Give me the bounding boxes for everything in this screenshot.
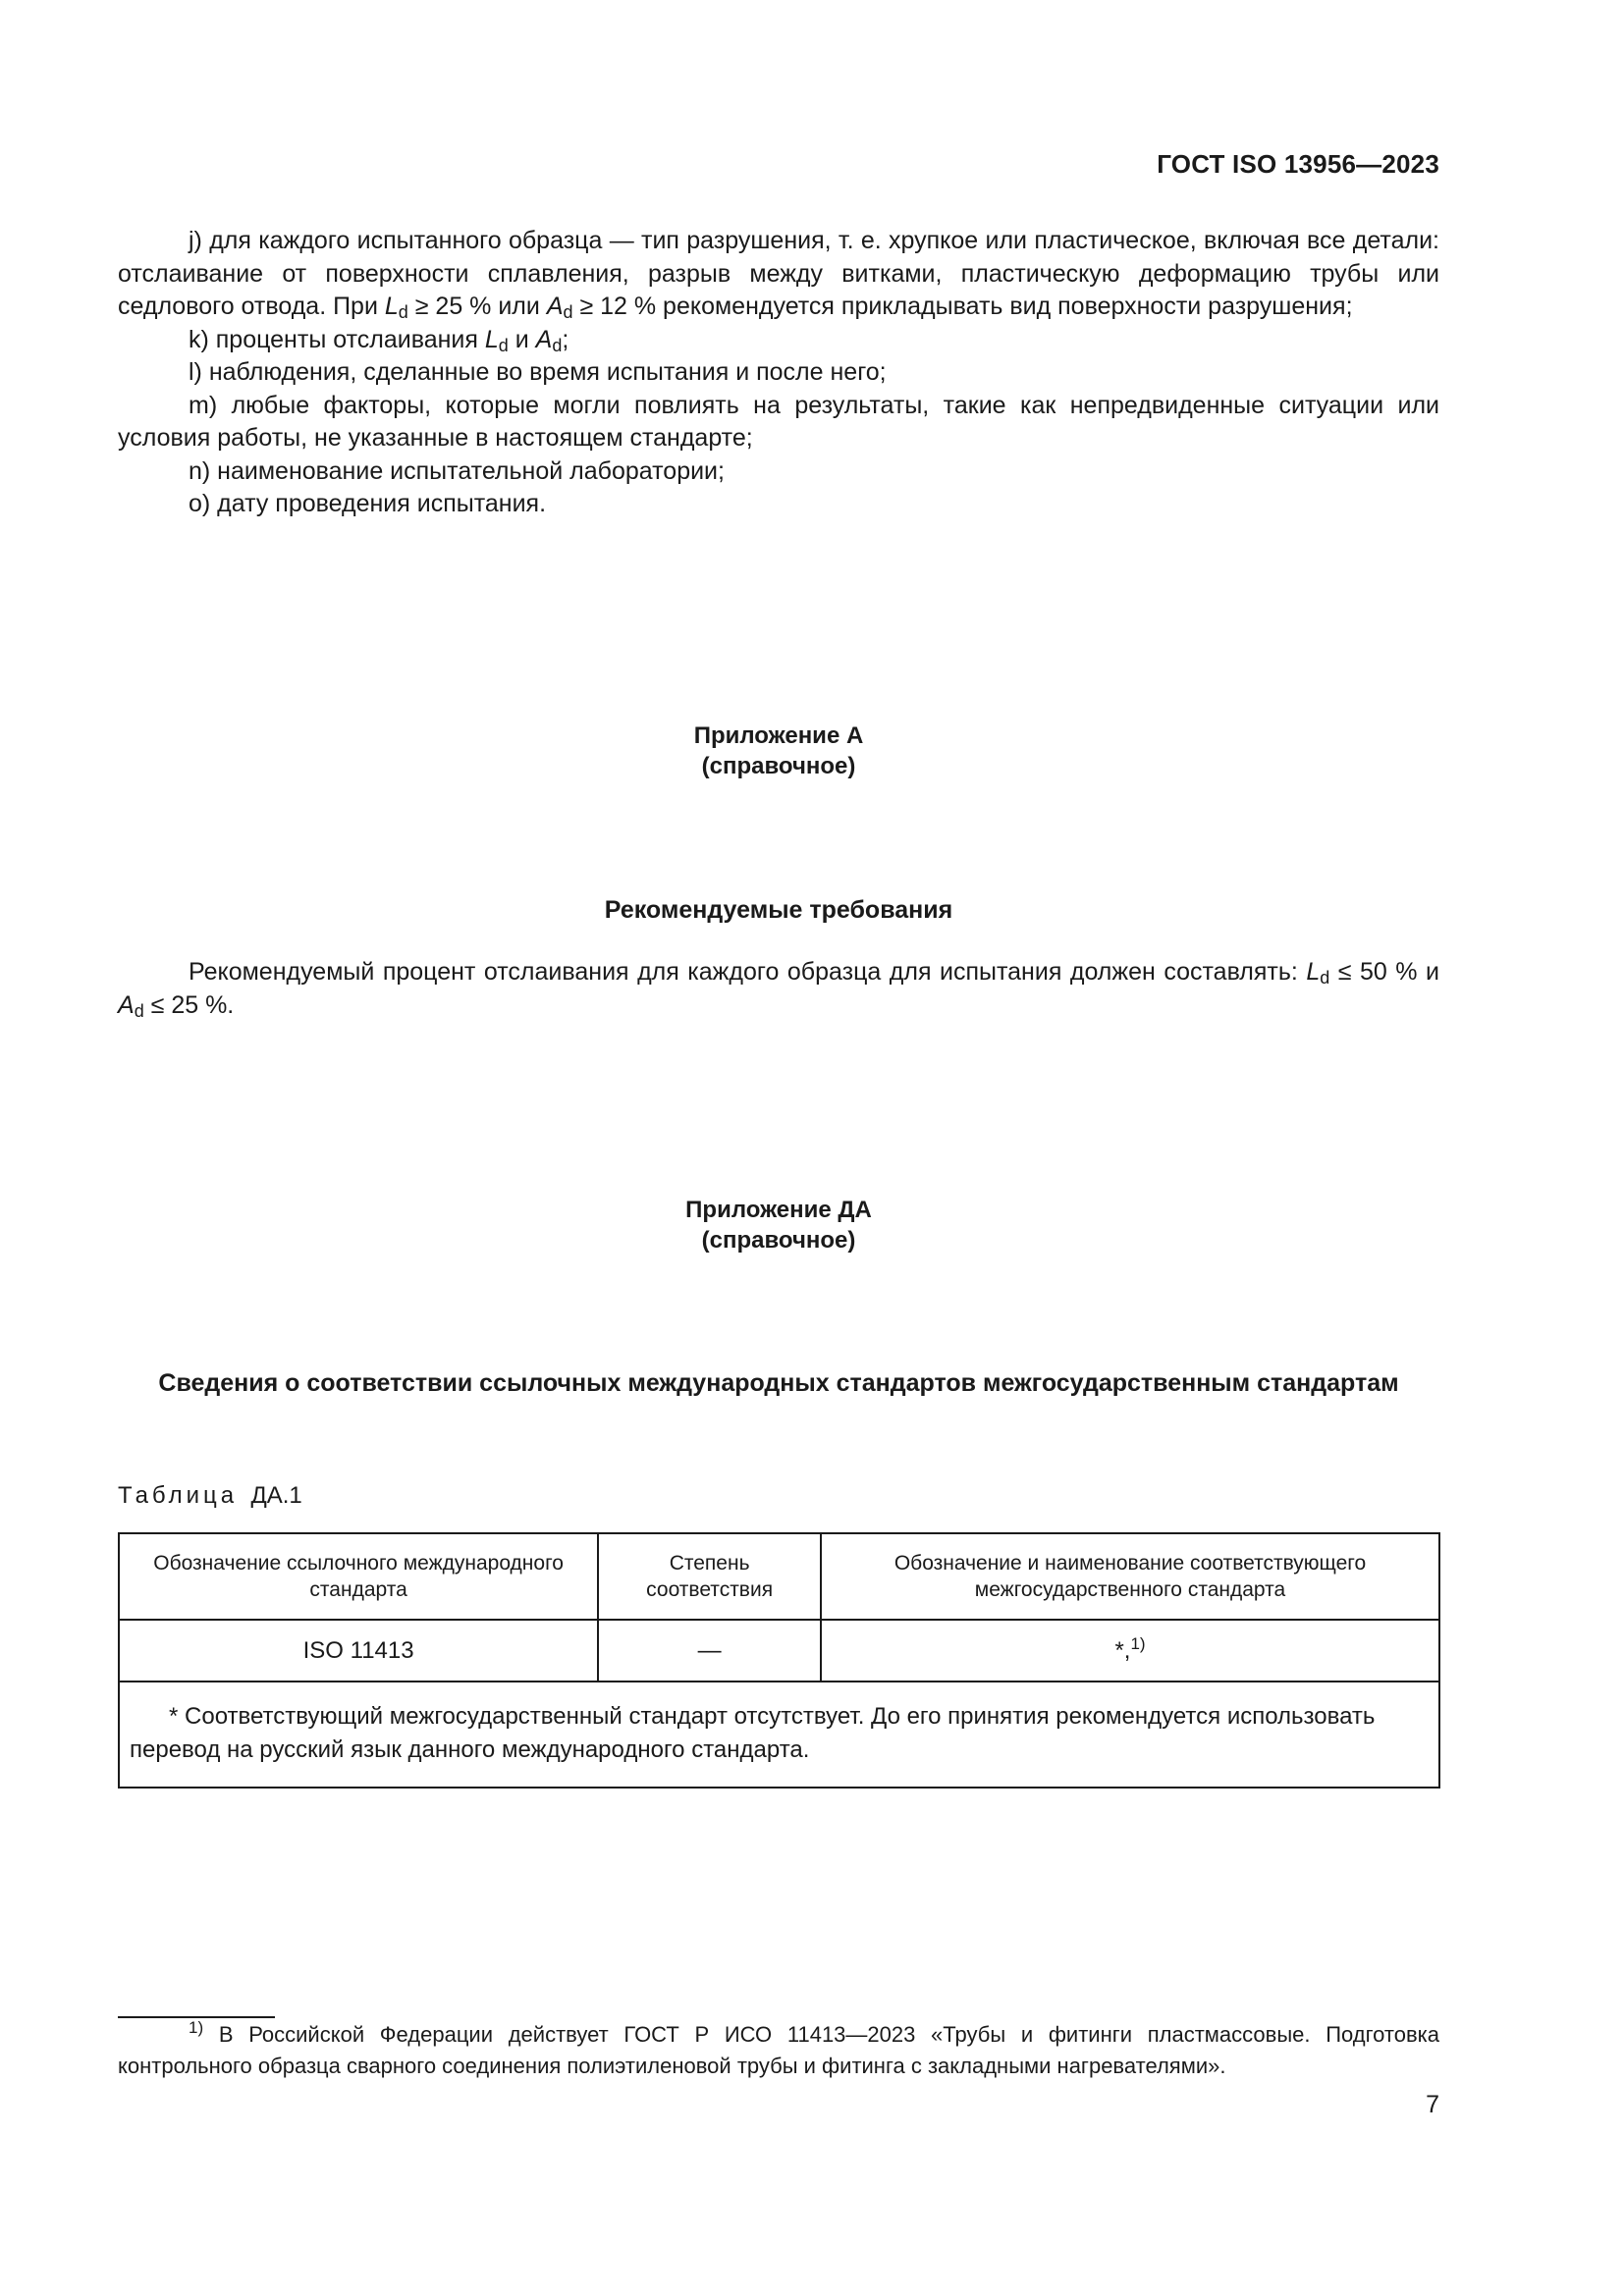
annex-da-type: (справочное) [701, 1227, 856, 1254]
annex-a-paragraph: Рекомендуемый процент отслаивания для каждого образца для испытания должен составлять: $L_d \le 50$ % и $A_d \le 25$ %. [118, 958, 1439, 1021]
symbol-A: A [546, 293, 564, 320]
list-item-l: l) наблюдения, сделанные во время испытания и после него; [189, 358, 887, 386]
footnote: $^{1)}$ В Российской Федерации действует ГОСТ Р ИСО 11413—2023 «Трубы и фитинги пластмассовые. Подготовка контрольного образца сварного соединения полиэтиленовой трубы и фитинга с закладными нагревателями». [118, 2018, 1439, 2078]
document-header: ГОСТ ISO 13956—2023 [1157, 149, 1439, 179]
table-header-row [119, 1533, 1439, 1620]
table-note: * Соответствующий межгосударственный стандарт отсутствует. До его принятия рекомендуется использовать перевод на русский язык данного международного стандарта. [119, 1682, 1439, 1788]
list-item-k: k) проценты отслаивания $L_d$ и $A_d$; [189, 325, 569, 355]
cell-degree: — [598, 1620, 821, 1682]
header-degree: Степень соответствия [598, 1533, 821, 1620]
list-item-n: n) наименование испытательной лаборатории; [189, 456, 725, 485]
table-note-row [119, 1682, 1439, 1788]
cell-intl-standard: ISO 11413 [119, 1620, 598, 1682]
symbol-L: L [384, 293, 399, 320]
footnote-mark: 1) [189, 2018, 204, 2037]
table-caption: Таблица ДА.1 [118, 1482, 302, 1509]
table-row [119, 1620, 1439, 1682]
page-number: 7 [1426, 2091, 1439, 2118]
annex-da-heading: Сведения о соответствии ссылочных международных стандартов межгосударственным стандартам [158, 1369, 1399, 1397]
cell-gost-standard: *,$^{1)}$ [821, 1620, 1439, 1682]
correspondence-table [118, 1532, 1440, 1789]
list-item-m: m) любые факторы, которые могли повлиять на результаты, такие как непредвиденные ситуации или условия работы, не указанные в настоящем стандарте; [118, 391, 1439, 452]
annex-da-title: Приложение ДА [685, 1197, 872, 1223]
list-item-o: o) дату проведения испытания. [189, 490, 547, 517]
annex-a-heading: Рекомендуемые требования [604, 896, 953, 924]
list-item-j: j) для каждого испытанного образца — тип разрушения, т. е. хрупкое или пластическое, включая все детали: отслаивание от поверхности сплавления, разрыв между витками, пластическую деформацию трубы или седлового отвода. При $L_d \ge 25$ % или $A_d \ge 12$ % рекомендуется прикладывать вид поверхности разрушения; [118, 227, 1439, 322]
header-gost-standard: Обозначение и наименование соответствующего межгосударственного стандарта [821, 1533, 1439, 1620]
header-intl-standard: Обозначение ссылочного международного стандарта [119, 1533, 598, 1620]
annex-da-title-block [118, 1195, 1439, 1255]
annex-a-title-block [118, 721, 1439, 781]
annex-a-title: Приложение А [693, 722, 864, 749]
report-items-list [118, 225, 1439, 521]
annex-a-type: (справочное) [701, 753, 856, 779]
